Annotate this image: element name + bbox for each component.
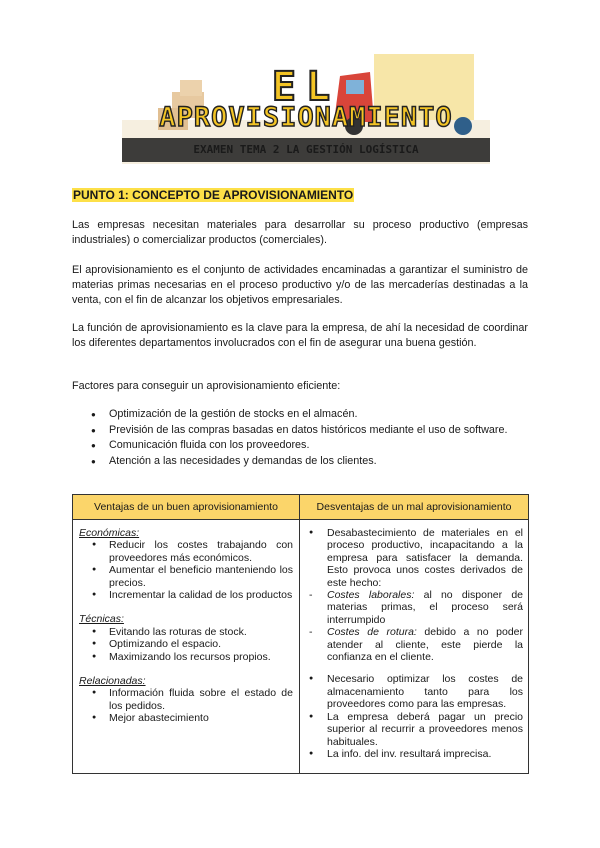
list-item: - Costes laborales: al no disponer de materias primas, el proceso será interrumpido [303,589,523,626]
banner-subtitle: EXAMEN TEMA 2 LA GESTIÓN LOGÍSTICA [193,143,419,156]
title-line-2: APROVISIONAMIENTO [159,102,453,133]
list-item: ● Optimizando el espacio. [79,638,293,650]
category-relacionadas: Relacionadas: [79,675,146,688]
list-item: ● Desabastecimiento de materiales en el proceso productivo, incapacitando a la empresa para satisfacer la demanda. Esto provoca unos costes derivados de este hecho: [303,527,523,589]
list-item: ● Previsión de las compras basadas en datos históricos mediante el uso de software. [91,423,508,439]
table-header-disadvantages: Desventajas de un mal aprovisionamiento [300,495,528,520]
category-tecnicas: Técnicas: [79,613,124,626]
list-item: ● Comunicación fluida con los proveedores. [91,438,508,454]
list-item: ● Atención a las necesidades y demandas de los clientes. [91,454,508,470]
comparison-table [72,494,529,774]
list-item: ● Mejor abastecimiento [79,712,293,724]
advantages-cell [79,527,293,725]
list-item: ● Reducir los costes trabajando con proveedores más económicos. [79,539,293,564]
paragraph-1: Las empresas necesitan materiales para desarrollar su proceso productivo (empresas industriales) o comercializar productos (comerciales). [72,219,528,246]
table-header-advantages: Ventajas de un buen aprovisionamiento [73,495,300,520]
term-costes-laborales: Costes laborales: [327,589,415,602]
factors-list [91,407,508,469]
paragraph-3: La función de aprovisionamiento es la clave para la empresa, de ahí la necesidad de coordinar los diferentes departamentos involucrados con el fin de asegurar una buena gestión. [72,322,528,349]
list-item: - Costes de rotura: debido a no poder atender al cliente, este pierde la confianza en el cliente. [303,626,523,663]
list-item: ● Evitando las roturas de stock. [79,626,293,638]
list-item: ● La empresa deberá pagar un precio superior al recurrir a proveedores menos habituales. [303,711,523,748]
list-item: ● Optimización de la gestión de stocks en el almacén. [91,407,508,423]
paragraph-2: El aprovisionamiento es el conjunto de actividades encaminadas a garantizar el suministro de materias primas necesarias en el proceso productivo y/o de las mercaderías destinadas a la venta, con el fin de alcanzar los objetivos empresariales. [72,264,528,306]
list-item: ● La info. del inv. resultará imprecisa. [303,748,523,760]
list-item: ● Información fluida sobre el estado de los pedidos. [79,687,293,712]
title-line-1: EL [271,64,341,110]
list-item: ● Maximizando los recursos propios. [79,651,293,663]
list-item: ● Necesario optimizar los costes de almacenamiento tanto para los proveedores como para las empresas. [303,673,523,710]
paragraph-4: Factores para conseguir un aprovisionamiento eficiente: [72,380,341,392]
header-banner [118,50,494,166]
list-item: ● Incrementar la calidad de los productos [79,589,293,601]
list-item: ● Aumentar el beneficio manteniendo los precios. [79,564,293,589]
term-costes-rotura: Costes de rotura: [327,626,417,639]
category-economicas: Económicas: [79,527,140,539]
disadvantages-cell [303,527,523,760]
column-divider [299,519,300,773]
section-heading: PUNTO 1: CONCEPTO DE APROVISIONAMIENTO [73,188,354,202]
